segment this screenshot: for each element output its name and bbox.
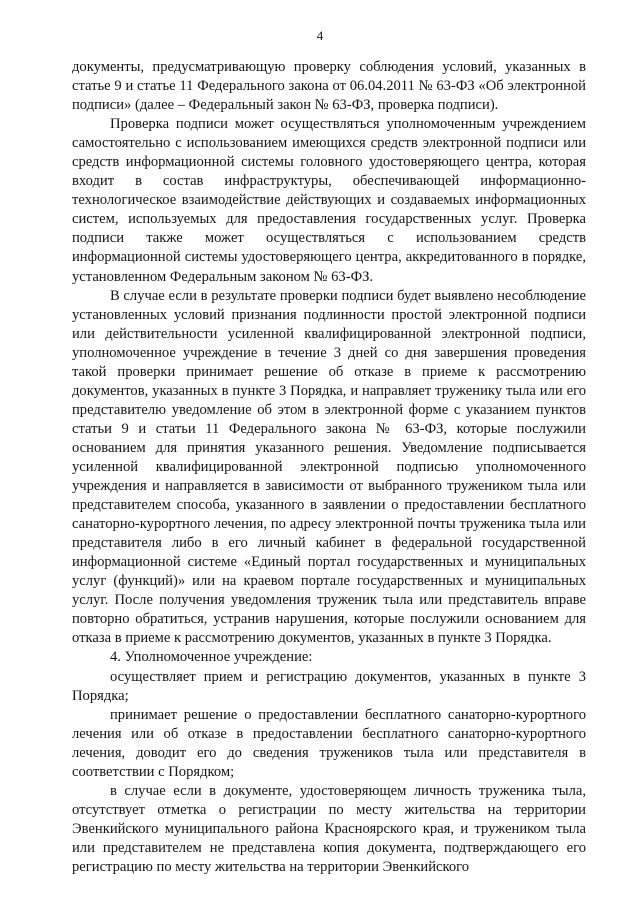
paragraph-accepts-documents: осуществляет прием и регистрацию документов, указанных в пункте 3 Порядка; [72, 668, 586, 704]
document-body [72, 58, 586, 877]
page-number: 4 [316, 28, 324, 43]
paragraph-registration-missing: в случае если в документе, удостоверяющем личность труженика тыла, отсутствует отметка о регистрации по месту жительства на территории Эвенкийского муниципального района Красноярского края, и тружеником тыла или представителем не представлена копия документа, подтверждающего его регистрацию по месту жительства на территории Эвенкийского [72, 782, 586, 875]
paragraph-section-4-heading: 4. Уполномоченное учреждение: [110, 649, 313, 666]
paragraph-makes-decision: принимает решение о предоставлении бесплатного санаторно-курортного лечения или об отказе в предоставлении бесплатного санаторно-курортного лечения, доводит его до сведения тружеников тыла или представителя в соответствии с Порядком; [72, 706, 586, 780]
paragraph-signature-check-continuation: документы, предусматривающую проверку соблюдения условий, указанных в статье 9 и статье 11 Федерального закона от 06.04.2011 № 63-ФЗ «Об электронной подписи» (далее – Федеральный закон № 63-ФЗ, проверка подписи). [72, 59, 586, 114]
paragraph-signature-check-failure: В случае если в результате проверки подписи будет выявлено несоблюдение установленных условий признания подлинности простой электронной подписи или действительности усиленной квалифицированной электронной подписи, уполномоченное учреждение в течение 3 дней со дня завершения проведения такой проверки принимает решение об отказе в приеме к рассмотрению документов, указанных в пункте 3 Порядка, и направляет труженику тыла или его представителю уведомление об этом в электронной форме с указанием пунктов статьи 9 и статьи 11 Федерального закона № 63-ФЗ, которые послужили основанием для принятия указанного решения. Уведомление подписывается усиленной квалифицированной электронной подписью уполномоченного учреждения и направляется в зависимости от выбранного тружеником тыла или представителем способа, указанного в заявлении о предоставлении бесплатного санаторно-курортного лечения, по адресу электронной почты труженика тыла или представителя либо в его личный кабинет в федеральной государственной информационной системе «Единый портал государственных и муниципальных услуг (функций)» или на краевом портале государственных и муниципальных услуг. После получения уведомления труженик тыла или представитель вправе повторно обратиться, устранив нарушения, которые послужили основанием для отказа в приеме к рассмотрению документов, указанных в пункте 3 Порядка. [72, 287, 586, 647]
paragraph-signature-check-methods: Проверка подписи может осуществляться уполномоченным учреждением самостоятельно с использованием имеющихся средств электронной подписи или средств информационной системы головного удостоверяющего центра, которая входит в состав инфраструктуры, обеспечивающей информационно-технологическое взаимодействие действующих и создаваемых информационных систем, используемых для предоставления государственных услуг. Проверка подписи также может осуществляться с использованием средств информационной системы удостоверяющего центра, аккредитованного в порядке, установленном Федеральным законом № 63-ФЗ. [72, 116, 586, 285]
